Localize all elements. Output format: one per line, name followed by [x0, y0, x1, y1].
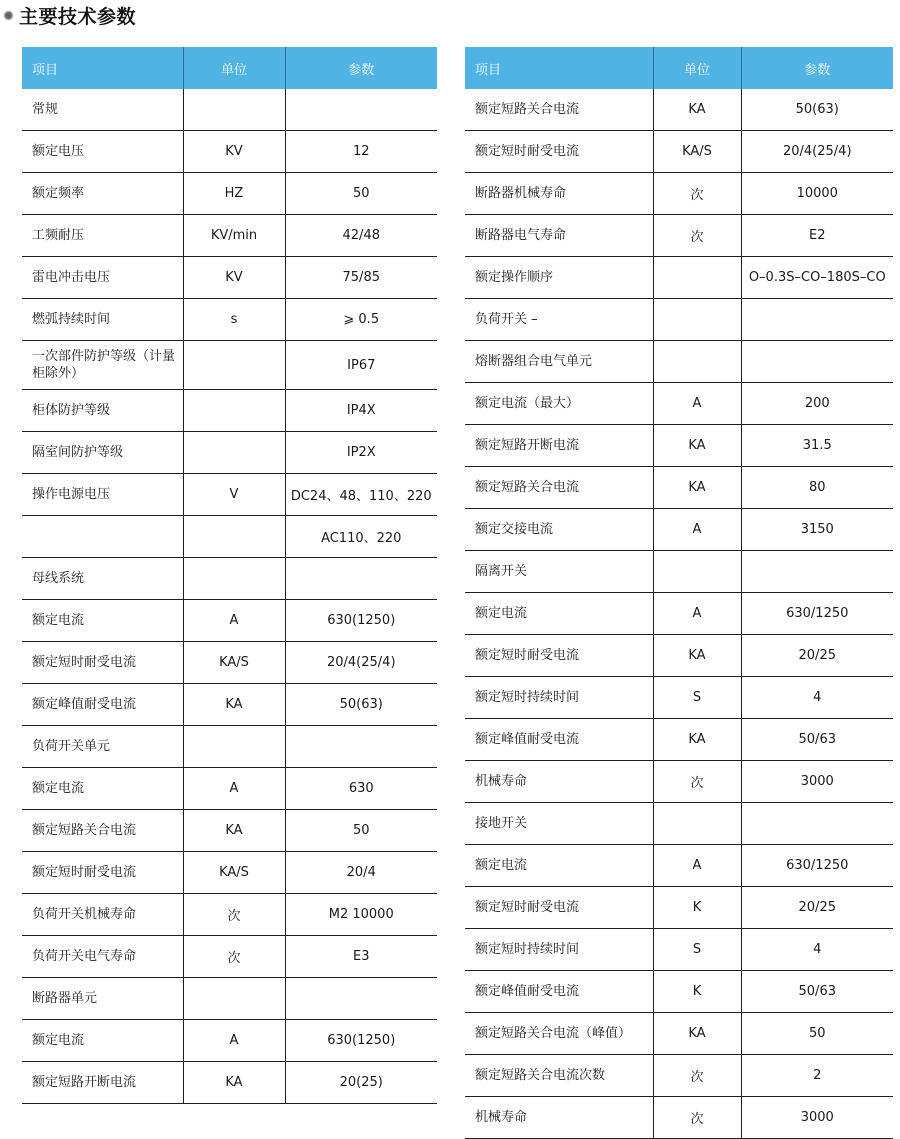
cell-param: 3000: [741, 761, 893, 803]
table-row: [22, 215, 437, 257]
spec-table-right: [465, 47, 893, 1139]
cell-param: 75/85: [285, 257, 437, 299]
table-row: [465, 215, 893, 257]
cell-unit: A: [183, 600, 285, 642]
cell-item: 额定频率: [22, 173, 183, 215]
cell-param: IP2X: [285, 432, 437, 474]
cell-param: 10000: [741, 173, 893, 215]
cell-param: O–0.3S–CO–180S–CO: [741, 257, 893, 299]
cell-item: 一次部件防护等级（计量柜除外）: [22, 341, 183, 390]
cell-param: 630(1250): [285, 1020, 437, 1062]
header-param: 参数: [741, 47, 893, 89]
cell-unit: KA: [653, 89, 741, 131]
table-row: [465, 929, 893, 971]
cell-unit: [653, 551, 741, 593]
cell-param: 630(1250): [285, 600, 437, 642]
cell-item: 负荷开关机械寿命: [22, 894, 183, 936]
spec-table-left: [22, 47, 437, 1104]
table-row: [465, 383, 893, 425]
cell-unit: 次: [183, 894, 285, 936]
cell-item: 额定峰值耐受电流: [465, 719, 653, 761]
cell-param: E2: [741, 215, 893, 257]
table-row: [465, 341, 893, 383]
cell-item: 额定电流: [465, 845, 653, 887]
cell-param: 50: [285, 810, 437, 852]
table-row: [465, 257, 893, 299]
cell-param: 4: [741, 929, 893, 971]
cell-unit: KA: [653, 1013, 741, 1055]
cell-item: 柜体防护等级: [22, 390, 183, 432]
cell-unit: 次: [653, 1097, 741, 1139]
table-row: [465, 677, 893, 719]
table-row: [465, 1097, 893, 1139]
cell-item: 额定短时耐受电流: [465, 887, 653, 929]
cell-param: 3150: [741, 509, 893, 551]
cell-param: 20/4(25/4): [285, 642, 437, 684]
table-row: [465, 89, 893, 131]
cell-item: 额定短路开断电流: [22, 1062, 183, 1104]
cell-param: 2: [741, 1055, 893, 1097]
cell-item: 雷电冲击电压: [22, 257, 183, 299]
table-row: [22, 810, 437, 852]
cell-item: 断路器电气寿命: [465, 215, 653, 257]
cell-param: [285, 726, 437, 768]
table-row: [465, 761, 893, 803]
cell-item: 额定短时耐受电流: [465, 635, 653, 677]
cell-param: 42/48: [285, 215, 437, 257]
cell-unit: KA: [653, 719, 741, 761]
cell-item: 机械寿命: [465, 1097, 653, 1139]
cell-item: 隔离开关: [465, 551, 653, 593]
cell-unit: KA: [653, 635, 741, 677]
table-row: [22, 1062, 437, 1104]
cell-item: [22, 516, 183, 558]
cell-item: 断路器机械寿命: [465, 173, 653, 215]
cell-unit: 次: [653, 173, 741, 215]
cell-param: 20/25: [741, 635, 893, 677]
section-title: [0, 0, 900, 30]
cell-param: [741, 551, 893, 593]
cell-item: 额定短时持续时间: [465, 677, 653, 719]
cell-unit: [183, 390, 285, 432]
table-row: [22, 131, 437, 173]
cell-param: 50/63: [741, 719, 893, 761]
cell-item: 额定电流: [465, 593, 653, 635]
cell-param: 630/1250: [741, 845, 893, 887]
cell-param: 31.5: [741, 425, 893, 467]
cell-item: 机械寿命: [465, 761, 653, 803]
cell-param: 200: [741, 383, 893, 425]
cell-param: 20(25): [285, 1062, 437, 1104]
cell-param: 630: [285, 768, 437, 810]
cell-unit: KA: [653, 425, 741, 467]
table-row: [465, 1013, 893, 1055]
cell-item: 操作电源电压: [22, 474, 183, 516]
cell-param: DC24、48、110、220: [285, 474, 437, 516]
table-row: [22, 341, 437, 390]
table-row: [22, 516, 437, 558]
cell-unit: KV: [183, 257, 285, 299]
table-row: [22, 173, 437, 215]
table-row: [465, 971, 893, 1013]
cell-item: 燃弧持续时间: [22, 299, 183, 341]
table-row: [465, 467, 893, 509]
table-row: [22, 852, 437, 894]
table-row: [465, 845, 893, 887]
table-row: [22, 257, 437, 299]
table-row: [22, 558, 437, 600]
cell-item: 额定短路关合电流: [465, 467, 653, 509]
cell-item: 额定短时耐受电流: [22, 852, 183, 894]
cell-unit: [183, 558, 285, 600]
cell-param: 4: [741, 677, 893, 719]
cell-unit: 次: [653, 215, 741, 257]
cell-item: 常规: [22, 89, 183, 131]
cell-item: 额定电流: [22, 1020, 183, 1062]
cell-unit: [183, 341, 285, 390]
cell-param: [285, 89, 437, 131]
cell-unit: K: [653, 887, 741, 929]
table-row: [465, 719, 893, 761]
header-item: 项目: [465, 47, 653, 89]
cell-param: AC110、220: [285, 516, 437, 558]
cell-unit: 次: [183, 936, 285, 978]
cell-unit: K: [653, 971, 741, 1013]
cell-param: 50: [285, 173, 437, 215]
table-row: [465, 593, 893, 635]
table-header-row: [465, 47, 893, 89]
table-row: [22, 768, 437, 810]
cell-unit: KA/S: [653, 131, 741, 173]
table-row: [22, 89, 437, 131]
table-row: [465, 509, 893, 551]
table-row: [22, 600, 437, 642]
table-row: [22, 936, 437, 978]
cell-item: 额定短路关合电流（峰值）: [465, 1013, 653, 1055]
cell-unit: KA: [183, 1062, 285, 1104]
table-row: [22, 474, 437, 516]
cell-param: 20/25: [741, 887, 893, 929]
cell-param: [741, 341, 893, 383]
cell-param: [741, 803, 893, 845]
cell-unit: [653, 257, 741, 299]
cell-unit: KV/min: [183, 215, 285, 257]
cell-item: 额定电流: [22, 768, 183, 810]
cell-param: 50(63): [285, 684, 437, 726]
cell-unit: A: [653, 509, 741, 551]
table-row: [465, 803, 893, 845]
cell-unit: V: [183, 474, 285, 516]
cell-unit: [183, 432, 285, 474]
cell-item: 额定短路关合电流: [465, 89, 653, 131]
cell-unit: s: [183, 299, 285, 341]
cell-item: 母线系统: [22, 558, 183, 600]
header-item: 项目: [22, 47, 183, 89]
cell-unit: [183, 89, 285, 131]
table-row: [22, 1020, 437, 1062]
cell-unit: [653, 341, 741, 383]
bullet-icon: [5, 12, 12, 19]
cell-param: IP67: [285, 341, 437, 390]
table-header-row: [22, 47, 437, 89]
cell-unit: A: [183, 1020, 285, 1062]
cell-unit: KA: [183, 684, 285, 726]
cell-param: M2 10000: [285, 894, 437, 936]
table-row: [22, 299, 437, 341]
cell-param: 12: [285, 131, 437, 173]
cell-item: 额定操作顺序: [465, 257, 653, 299]
table-row: [465, 299, 893, 341]
cell-item: 额定电流（最大）: [465, 383, 653, 425]
cell-item: 负荷开关 –: [465, 299, 653, 341]
cell-unit: A: [653, 383, 741, 425]
cell-unit: A: [653, 845, 741, 887]
cell-param: 50/63: [741, 971, 893, 1013]
table-row: [22, 726, 437, 768]
table-row: [22, 390, 437, 432]
table-row: [22, 978, 437, 1020]
cell-item: 额定峰值耐受电流: [465, 971, 653, 1013]
cell-unit: 次: [653, 1055, 741, 1097]
cell-unit: KA: [653, 467, 741, 509]
page-title: 主要技术参数: [19, 5, 137, 28]
cell-param: 20/4(25/4): [741, 131, 893, 173]
cell-unit: 次: [653, 761, 741, 803]
table-row: [22, 432, 437, 474]
cell-param: [285, 558, 437, 600]
header-param: 参数: [285, 47, 437, 89]
cell-item: 额定短路关合电流次数: [465, 1055, 653, 1097]
cell-param: 80: [741, 467, 893, 509]
cell-param: 3000: [741, 1097, 893, 1139]
cell-param: 630/1250: [741, 593, 893, 635]
cell-param: 50(63): [741, 89, 893, 131]
table-row: [465, 635, 893, 677]
cell-unit: A: [653, 593, 741, 635]
cell-unit: [653, 299, 741, 341]
cell-unit: KA/S: [183, 852, 285, 894]
cell-item: 负荷开关单元: [22, 726, 183, 768]
cell-item: 隔室间防护等级: [22, 432, 183, 474]
table-row: [465, 551, 893, 593]
cell-param: 20/4: [285, 852, 437, 894]
cell-unit: KV: [183, 131, 285, 173]
cell-item: 额定交接电流: [465, 509, 653, 551]
table-row: [22, 894, 437, 936]
table-row: [465, 131, 893, 173]
cell-unit: KA: [183, 810, 285, 852]
cell-item: 额定短时耐受电流: [465, 131, 653, 173]
cell-unit: S: [653, 677, 741, 719]
cell-unit: [183, 516, 285, 558]
cell-param: E3: [285, 936, 437, 978]
cell-unit: HZ: [183, 173, 285, 215]
cell-param: 50: [741, 1013, 893, 1055]
cell-item: 断路器单元: [22, 978, 183, 1020]
table-row: [22, 684, 437, 726]
cell-unit: [183, 726, 285, 768]
cell-item: 额定电流: [22, 600, 183, 642]
cell-item: 额定短时耐受电流: [22, 642, 183, 684]
cell-item: 额定峰值耐受电流: [22, 684, 183, 726]
table-row: [465, 173, 893, 215]
cell-unit: [183, 978, 285, 1020]
table-row: [465, 1055, 893, 1097]
cell-param: [741, 299, 893, 341]
cell-item: 熔断器组合电气单元: [465, 341, 653, 383]
cell-item: 额定短路关合电流: [22, 810, 183, 852]
cell-item: 额定短时持续时间: [465, 929, 653, 971]
cell-param: [285, 978, 437, 1020]
cell-param: ⩾ 0.5: [285, 299, 437, 341]
cell-item: 工频耐压: [22, 215, 183, 257]
cell-item: 接地开关: [465, 803, 653, 845]
table-row: [465, 887, 893, 929]
cell-unit: S: [653, 929, 741, 971]
cell-unit: A: [183, 768, 285, 810]
table-row: [465, 425, 893, 467]
cell-unit: KA/S: [183, 642, 285, 684]
table-row: [22, 642, 437, 684]
cell-param: IP4X: [285, 390, 437, 432]
header-unit: 单位: [653, 47, 741, 89]
cell-item: 额定电压: [22, 131, 183, 173]
cell-item: 额定短路开断电流: [465, 425, 653, 467]
header-unit: 单位: [183, 47, 285, 89]
cell-item: 负荷开关电气寿命: [22, 936, 183, 978]
cell-unit: [653, 803, 741, 845]
